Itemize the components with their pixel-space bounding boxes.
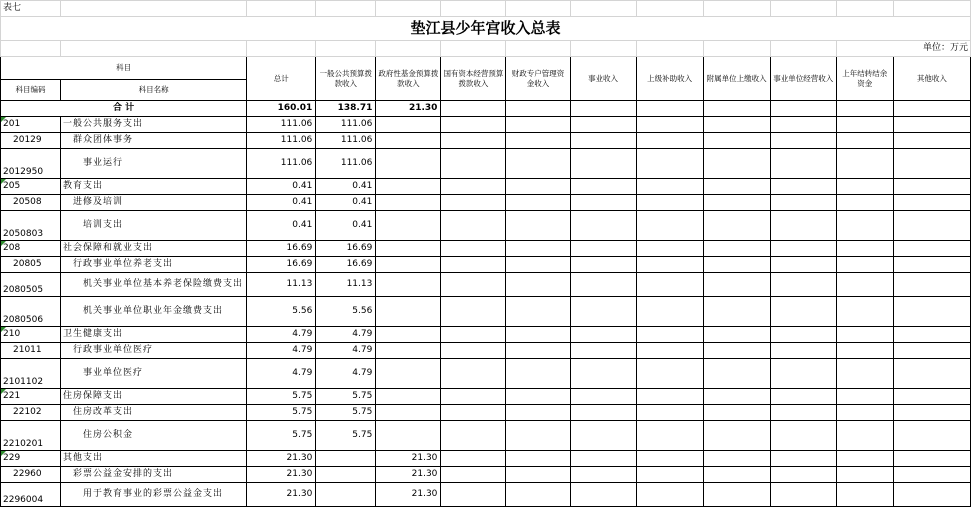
- total-cell: [441, 101, 506, 117]
- amount-cell: [836, 297, 893, 327]
- amount-cell: 21.30: [376, 451, 441, 467]
- amount-cell: 4.79: [316, 327, 376, 343]
- amount-cell: [506, 467, 570, 483]
- subject-code: 205: [1, 179, 61, 195]
- amount-cell: [703, 359, 770, 389]
- amount-cell: [703, 389, 770, 405]
- subject-code: 21011: [1, 343, 61, 359]
- amount-cell: 111.06: [316, 133, 376, 149]
- subject-code: 22102: [1, 405, 61, 421]
- amount-cell: 21.30: [247, 451, 316, 467]
- amount-cell: 4.79: [247, 359, 316, 389]
- amount-cell: [770, 359, 836, 389]
- amount-cell: 0.41: [247, 195, 316, 211]
- table-row: [1, 195, 971, 211]
- amount-cell: [636, 343, 703, 359]
- amount-cell: [376, 149, 441, 179]
- amount-cell: [441, 389, 506, 405]
- subject-code: 208: [1, 241, 61, 257]
- amount-cell: 16.69: [247, 257, 316, 273]
- amount-cell: [570, 359, 636, 389]
- amount-cell: [570, 421, 636, 451]
- amount-cell: [506, 451, 570, 467]
- amount-cell: [636, 149, 703, 179]
- subject-name: 一般公共服务支出: [61, 117, 247, 133]
- amount-cell: [441, 405, 506, 421]
- amount-cell: [636, 451, 703, 467]
- amount-cell: 11.13: [316, 273, 376, 297]
- subject-name: 行政事业单位养老支出: [61, 257, 247, 273]
- subject-name: 住房改革支出: [61, 405, 247, 421]
- amount-cell: [636, 297, 703, 327]
- amount-cell: [836, 467, 893, 483]
- amount-cell: [893, 343, 970, 359]
- header-col-business-income: 事业收入: [570, 57, 636, 101]
- amount-cell: 0.41: [316, 195, 376, 211]
- amount-cell: [893, 149, 970, 179]
- subject-code: 2296004: [1, 483, 61, 507]
- amount-cell: [770, 211, 836, 241]
- amount-cell: [636, 389, 703, 405]
- amount-cell: [770, 467, 836, 483]
- amount-cell: [770, 117, 836, 133]
- amount-cell: [636, 405, 703, 421]
- amount-cell: [376, 359, 441, 389]
- amount-cell: [506, 211, 570, 241]
- subject-name: 住房保障支出: [61, 389, 247, 405]
- amount-cell: [570, 389, 636, 405]
- amount-cell: [836, 241, 893, 257]
- amount-cell: [636, 211, 703, 241]
- amount-cell: [376, 195, 441, 211]
- amount-cell: [441, 467, 506, 483]
- amount-cell: [636, 241, 703, 257]
- amount-cell: [893, 241, 970, 257]
- amount-cell: [636, 179, 703, 195]
- amount-cell: [636, 273, 703, 297]
- amount-cell: [893, 273, 970, 297]
- amount-cell: [441, 273, 506, 297]
- amount-cell: [636, 257, 703, 273]
- amount-cell: [570, 405, 636, 421]
- amount-cell: [893, 327, 970, 343]
- subject-name: 彩票公益金安排的支出: [61, 467, 247, 483]
- amount-cell: [770, 405, 836, 421]
- subject-code: 2080506: [1, 297, 61, 327]
- subject-code: 229: [1, 451, 61, 467]
- amount-cell: [703, 211, 770, 241]
- table-row: [1, 241, 971, 257]
- header-col-carryover: 上年结转结余资金: [836, 57, 893, 101]
- table-row: [1, 149, 971, 179]
- amount-cell: [636, 421, 703, 451]
- amount-cell: [636, 133, 703, 149]
- amount-cell: [441, 451, 506, 467]
- amount-cell: [836, 359, 893, 389]
- amount-cell: 21.30: [247, 483, 316, 507]
- amount-cell: 21.30: [376, 467, 441, 483]
- amount-cell: [893, 211, 970, 241]
- amount-cell: 111.06: [316, 149, 376, 179]
- amount-cell: [770, 421, 836, 451]
- amount-cell: 0.41: [247, 211, 316, 241]
- table-row: [1, 133, 971, 149]
- amount-cell: [836, 327, 893, 343]
- amount-cell: [703, 133, 770, 149]
- subject-name: 培训支出: [61, 211, 247, 241]
- table-row: [1, 343, 971, 359]
- table-row: [1, 389, 971, 405]
- amount-cell: [636, 467, 703, 483]
- amount-cell: [441, 343, 506, 359]
- amount-cell: [836, 117, 893, 133]
- amount-cell: [570, 133, 636, 149]
- amount-cell: [836, 211, 893, 241]
- page-title: 垫江县少年宫收入总表: [1, 17, 971, 41]
- amount-cell: [893, 179, 970, 195]
- table-row: [1, 359, 971, 389]
- subject-name: 行政事业单位医疗: [61, 343, 247, 359]
- amount-cell: 4.79: [316, 343, 376, 359]
- amount-cell: [893, 117, 970, 133]
- subject-code: 2012950: [1, 149, 61, 179]
- amount-cell: [703, 327, 770, 343]
- amount-cell: [770, 327, 836, 343]
- amount-cell: 5.75: [316, 405, 376, 421]
- total-cell: 21.30: [376, 101, 441, 117]
- amount-cell: [893, 257, 970, 273]
- amount-cell: 16.69: [316, 257, 376, 273]
- amount-cell: [441, 297, 506, 327]
- header-col-superior-subsidy: 上级补助收入: [636, 57, 703, 101]
- amount-cell: [570, 257, 636, 273]
- table-row: [1, 467, 971, 483]
- amount-cell: [506, 483, 570, 507]
- amount-cell: [506, 117, 570, 133]
- amount-cell: [703, 149, 770, 179]
- amount-cell: [441, 117, 506, 133]
- amount-cell: [703, 467, 770, 483]
- subject-code: 2080505: [1, 273, 61, 297]
- table-row: [1, 483, 971, 507]
- total-label: 合 计: [1, 101, 247, 117]
- amount-cell: [836, 195, 893, 211]
- amount-cell: [836, 179, 893, 195]
- amount-cell: [636, 195, 703, 211]
- amount-cell: [703, 343, 770, 359]
- amount-cell: [893, 483, 970, 507]
- amount-cell: [770, 195, 836, 211]
- amount-cell: [376, 241, 441, 257]
- amount-cell: [570, 483, 636, 507]
- amount-cell: [441, 421, 506, 451]
- amount-cell: [441, 179, 506, 195]
- amount-cell: [316, 451, 376, 467]
- subject-name: 教育支出: [61, 179, 247, 195]
- amount-cell: [570, 241, 636, 257]
- amount-cell: [570, 273, 636, 297]
- amount-cell: [836, 257, 893, 273]
- amount-cell: 21.30: [376, 483, 441, 507]
- total-cell: [893, 101, 970, 117]
- amount-cell: [376, 343, 441, 359]
- amount-cell: 16.69: [247, 241, 316, 257]
- amount-cell: [506, 389, 570, 405]
- amount-cell: [441, 195, 506, 211]
- amount-cell: [376, 273, 441, 297]
- amount-cell: [506, 405, 570, 421]
- amount-cell: 11.13: [247, 273, 316, 297]
- amount-cell: [506, 149, 570, 179]
- amount-cell: [441, 483, 506, 507]
- amount-cell: [570, 211, 636, 241]
- amount-cell: [441, 211, 506, 241]
- amount-cell: [636, 327, 703, 343]
- header-col-special-account: 财政专户管理资金收入: [506, 57, 570, 101]
- subject-code: 2210201: [1, 421, 61, 451]
- amount-cell: [703, 179, 770, 195]
- header-name: 科目名称: [61, 80, 247, 101]
- subject-code: 2101102: [1, 359, 61, 389]
- amount-cell: [506, 327, 570, 343]
- amount-cell: [703, 405, 770, 421]
- table-row: [1, 327, 971, 343]
- amount-cell: 0.41: [316, 211, 376, 241]
- amount-cell: [703, 241, 770, 257]
- amount-cell: [441, 257, 506, 273]
- table-row: [1, 257, 971, 273]
- amount-cell: 5.56: [316, 297, 376, 327]
- amount-cell: [836, 405, 893, 421]
- subject-name: 机关事业单位职业年金缴费支出: [61, 297, 247, 327]
- subject-code: 22960: [1, 467, 61, 483]
- amount-cell: [506, 133, 570, 149]
- amount-cell: 0.41: [316, 179, 376, 195]
- unit-label: 单位：万元: [836, 41, 970, 57]
- subject-name: 进修及培训: [61, 195, 247, 211]
- amount-cell: [770, 297, 836, 327]
- amount-cell: 4.79: [247, 343, 316, 359]
- amount-cell: 0.41: [247, 179, 316, 195]
- subject-name: 卫生健康支出: [61, 327, 247, 343]
- subject-name: 事业单位医疗: [61, 359, 247, 389]
- subject-name: 社会保障和就业支出: [61, 241, 247, 257]
- amount-cell: [770, 451, 836, 467]
- table-row: [1, 405, 971, 421]
- subject-name: 事业运行: [61, 149, 247, 179]
- amount-cell: [893, 467, 970, 483]
- amount-cell: [893, 195, 970, 211]
- amount-cell: 111.06: [247, 149, 316, 179]
- amount-cell: [770, 273, 836, 297]
- amount-cell: [703, 257, 770, 273]
- header-col-total: 总计: [247, 57, 316, 101]
- amount-cell: [441, 359, 506, 389]
- amount-cell: [570, 195, 636, 211]
- amount-cell: [770, 343, 836, 359]
- amount-cell: [506, 257, 570, 273]
- amount-cell: [770, 241, 836, 257]
- amount-cell: [836, 273, 893, 297]
- amount-cell: 5.75: [316, 421, 376, 451]
- amount-cell: [316, 483, 376, 507]
- amount-cell: [441, 241, 506, 257]
- total-cell: [636, 101, 703, 117]
- amount-cell: [506, 359, 570, 389]
- amount-cell: [506, 297, 570, 327]
- amount-cell: [893, 133, 970, 149]
- amount-cell: [570, 297, 636, 327]
- amount-cell: [570, 451, 636, 467]
- amount-cell: [506, 273, 570, 297]
- amount-cell: 5.75: [316, 389, 376, 405]
- amount-cell: [376, 133, 441, 149]
- amount-cell: [703, 483, 770, 507]
- amount-cell: [893, 359, 970, 389]
- total-cell: [506, 101, 570, 117]
- amount-cell: [893, 421, 970, 451]
- amount-cell: 16.69: [316, 241, 376, 257]
- amount-cell: [836, 483, 893, 507]
- amount-cell: [770, 389, 836, 405]
- amount-cell: [703, 297, 770, 327]
- amount-cell: [506, 343, 570, 359]
- amount-cell: [770, 257, 836, 273]
- total-cell: [836, 101, 893, 117]
- subject-code: 221: [1, 389, 61, 405]
- subject-name: 机关事业单位基本养老保险缴费支出: [61, 273, 247, 297]
- table-row: [1, 179, 971, 195]
- amount-cell: [636, 359, 703, 389]
- amount-cell: 5.75: [247, 405, 316, 421]
- subject-code: 201: [1, 117, 61, 133]
- amount-cell: 111.06: [316, 117, 376, 133]
- amount-cell: [570, 343, 636, 359]
- subject-code: 20508: [1, 195, 61, 211]
- amount-cell: [376, 421, 441, 451]
- total-cell: [770, 101, 836, 117]
- subject-name: 群众团体事务: [61, 133, 247, 149]
- amount-cell: [703, 421, 770, 451]
- subject-name: 其他支出: [61, 451, 247, 467]
- amount-cell: 4.79: [316, 359, 376, 389]
- amount-cell: [506, 241, 570, 257]
- total-cell: [703, 101, 770, 117]
- total-cell: [570, 101, 636, 117]
- amount-cell: [703, 117, 770, 133]
- amount-cell: [441, 327, 506, 343]
- amount-cell: [703, 195, 770, 211]
- table-row: [1, 211, 971, 241]
- amount-cell: [316, 467, 376, 483]
- amount-cell: [376, 257, 441, 273]
- amount-cell: [376, 179, 441, 195]
- amount-cell: [570, 467, 636, 483]
- header-code: 科目编码: [1, 80, 61, 101]
- amount-cell: [570, 149, 636, 179]
- amount-cell: 5.75: [247, 389, 316, 405]
- amount-cell: [441, 133, 506, 149]
- amount-cell: [376, 117, 441, 133]
- subject-code: 210: [1, 327, 61, 343]
- header-col-state-capital: 国有资本经营预算拨款收入: [441, 57, 506, 101]
- header-col-operating-income: 事业单位经营收入: [770, 57, 836, 101]
- amount-cell: [376, 405, 441, 421]
- amount-cell: [770, 179, 836, 195]
- subject-code: 20805: [1, 257, 61, 273]
- amount-cell: [836, 133, 893, 149]
- amount-cell: [703, 273, 770, 297]
- amount-cell: [506, 421, 570, 451]
- amount-cell: [836, 389, 893, 405]
- amount-cell: 111.06: [247, 133, 316, 149]
- amount-cell: [893, 297, 970, 327]
- amount-cell: [506, 179, 570, 195]
- sheet-label: 表七: [1, 1, 61, 17]
- amount-cell: [836, 421, 893, 451]
- amount-cell: [703, 451, 770, 467]
- amount-cell: [376, 327, 441, 343]
- table-row: [1, 297, 971, 327]
- total-cell: 138.71: [316, 101, 376, 117]
- amount-cell: 111.06: [247, 117, 316, 133]
- header-col-other-income: 其他收入: [893, 57, 970, 101]
- amount-cell: [376, 297, 441, 327]
- amount-cell: [836, 343, 893, 359]
- table-row: [1, 117, 971, 133]
- header-col-affiliated-units: 附属单位上缴收入: [703, 57, 770, 101]
- table-row: [1, 421, 971, 451]
- amount-cell: [570, 327, 636, 343]
- amount-cell: [376, 211, 441, 241]
- amount-cell: [570, 117, 636, 133]
- amount-cell: [506, 195, 570, 211]
- amount-cell: [376, 389, 441, 405]
- amount-cell: [770, 483, 836, 507]
- amount-cell: 4.79: [247, 327, 316, 343]
- total-cell: 160.01: [247, 101, 316, 117]
- header-subject: 科目: [1, 57, 247, 80]
- amount-cell: [770, 133, 836, 149]
- amount-cell: [893, 405, 970, 421]
- table-row: [1, 451, 971, 467]
- amount-cell: 5.56: [247, 297, 316, 327]
- subject-code: 20129: [1, 133, 61, 149]
- amount-cell: [636, 483, 703, 507]
- amount-cell: [636, 117, 703, 133]
- header-col-general-budget: 一般公共预算拨款收入: [316, 57, 376, 101]
- amount-cell: [893, 451, 970, 467]
- amount-cell: [570, 179, 636, 195]
- amount-cell: 5.75: [247, 421, 316, 451]
- subject-name: 住房公积金: [61, 421, 247, 451]
- table-row: [1, 273, 971, 297]
- subject-code: 2050803: [1, 211, 61, 241]
- amount-cell: [836, 451, 893, 467]
- amount-cell: [770, 149, 836, 179]
- amount-cell: [893, 389, 970, 405]
- amount-cell: [836, 149, 893, 179]
- amount-cell: 21.30: [247, 467, 316, 483]
- amount-cell: [441, 149, 506, 179]
- header-col-gov-fund: 政府性基金预算拨款收入: [376, 57, 441, 101]
- subject-name: 用于教育事业的彩票公益金支出: [61, 483, 247, 507]
